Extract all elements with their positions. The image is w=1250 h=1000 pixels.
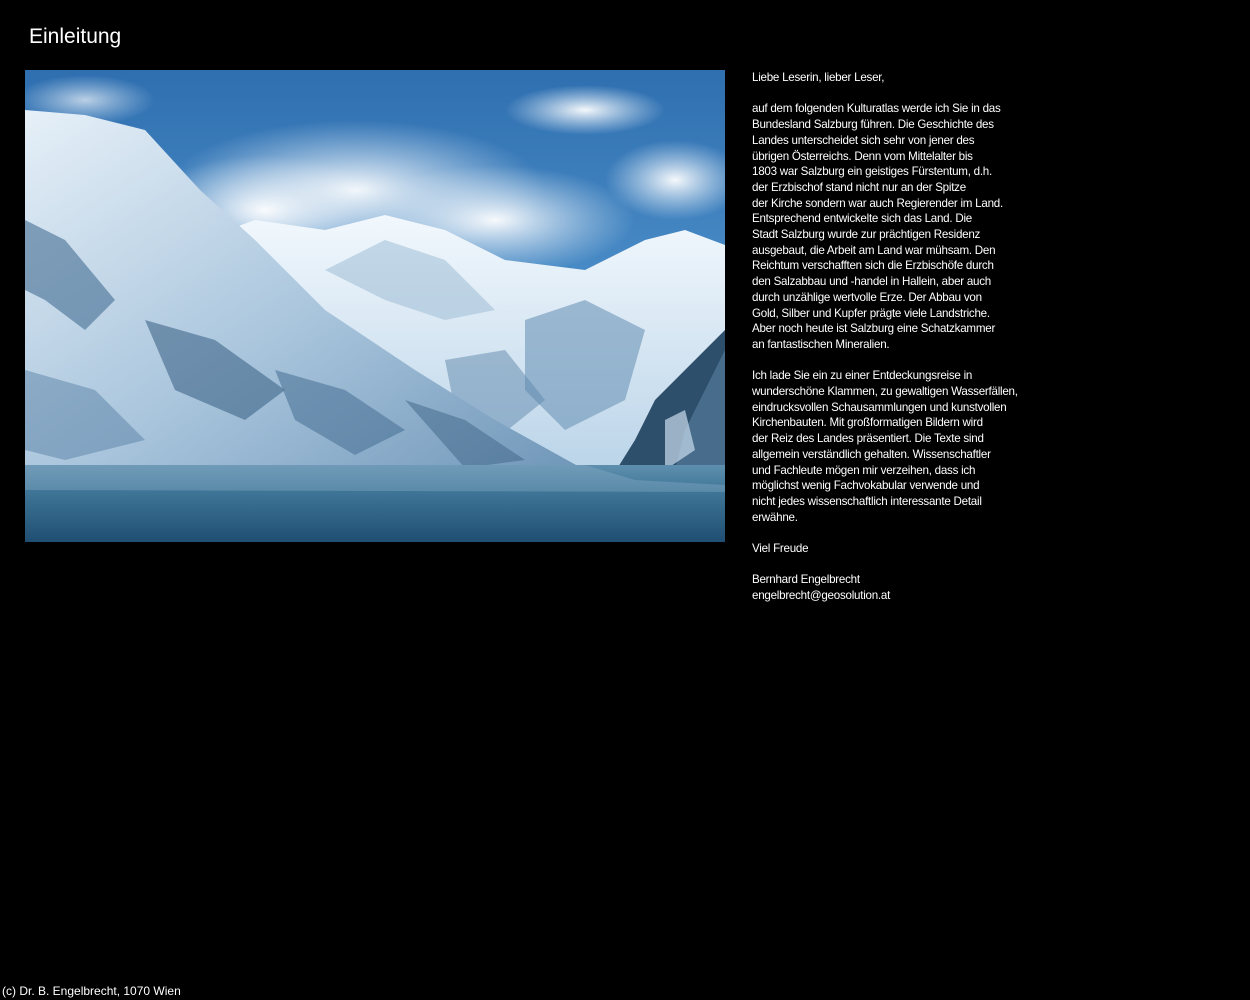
text-line: auf dem folgenden Kulturatlas werde ich Sie in das: [752, 102, 1001, 116]
text-line: Landes unterscheidet sich sehr von jener des: [752, 133, 975, 147]
text-line: Kirchenbauten. Mit großformatigen Bildern wird: [752, 416, 983, 430]
text-line: 1803 war Salzburg ein geistiges Fürstentum, d.h.: [752, 165, 992, 179]
intro-paragraph-1: [752, 101, 1052, 352]
intro-text: [752, 70, 1052, 620]
signature: [752, 572, 1052, 603]
text-line: Bundesland Salzburg führen. Die Geschichte des: [752, 118, 994, 132]
text-line: übrigen Österreichs. Denn vom Mittelalter bis: [752, 149, 973, 163]
text-line: allgemein verständlich gehalten. Wissenschaftler: [752, 447, 991, 461]
text-line: und Fachleute mögen mir verzeihen, dass ich: [752, 463, 976, 477]
text-line: nicht jedes wissenschaftlich interessante Detail: [752, 494, 982, 508]
intro-paragraph-2: [752, 368, 1052, 525]
text-line: der Kirche sondern war auch Regierender im Land.: [752, 196, 1003, 210]
text-line: möglichst wenig Fachvokabular verwende und: [752, 479, 980, 493]
text-line: Aber noch heute ist Salzburg eine Schatzkammer: [752, 322, 996, 336]
text-line: den Salzabbau und -handel in Hallein, aber auch: [752, 275, 991, 289]
text-line: Reichtum verschafften sich die Erzbischöfe durch: [752, 259, 994, 273]
text-line: durch unzählige wertvolle Erze. Der Abbau von: [752, 290, 982, 304]
page-title: Einleitung: [29, 25, 122, 48]
text-line: wunderschöne Klammen, zu gewaltigen Wasserfällen,: [752, 385, 1018, 399]
text-line: erwähne.: [752, 510, 798, 524]
text-line: der Reiz des Landes präsentiert. Die Texte sind: [752, 432, 984, 446]
author-name: Bernhard Engelbrecht: [752, 573, 860, 587]
text-line: Stadt Salzburg wurde zur prächtigen Residenz: [752, 228, 981, 242]
text-line: Ich lade Sie ein zu einer Entdeckungsreise in: [752, 369, 973, 383]
text-line: Entsprechend entwickelte sich das Land. Die: [752, 212, 972, 226]
footer-copyright: (c) Dr. B. Engelbrecht, 1070 Wien: [2, 984, 181, 998]
text-line: Gold, Silber und Kupfer prägte viele Landstriche.: [752, 306, 990, 320]
text-line: der Erzbischof stand nicht nur an der Spitze: [752, 180, 966, 194]
closing: Viel Freude: [752, 542, 809, 556]
text-line: ausgebaut, die Arbeit am Land war mühsam. Den: [752, 243, 996, 257]
text-line: an fantastischen Mineralien.: [752, 337, 890, 351]
author-email: engelbrecht@geosolution.at: [752, 589, 891, 603]
mountain-lake-photo: [25, 70, 725, 542]
text-line: eindrucksvollen Schausammlungen und kunstvollen: [752, 400, 1007, 414]
greeting: Liebe Leserin, lieber Leser,: [752, 71, 885, 84]
